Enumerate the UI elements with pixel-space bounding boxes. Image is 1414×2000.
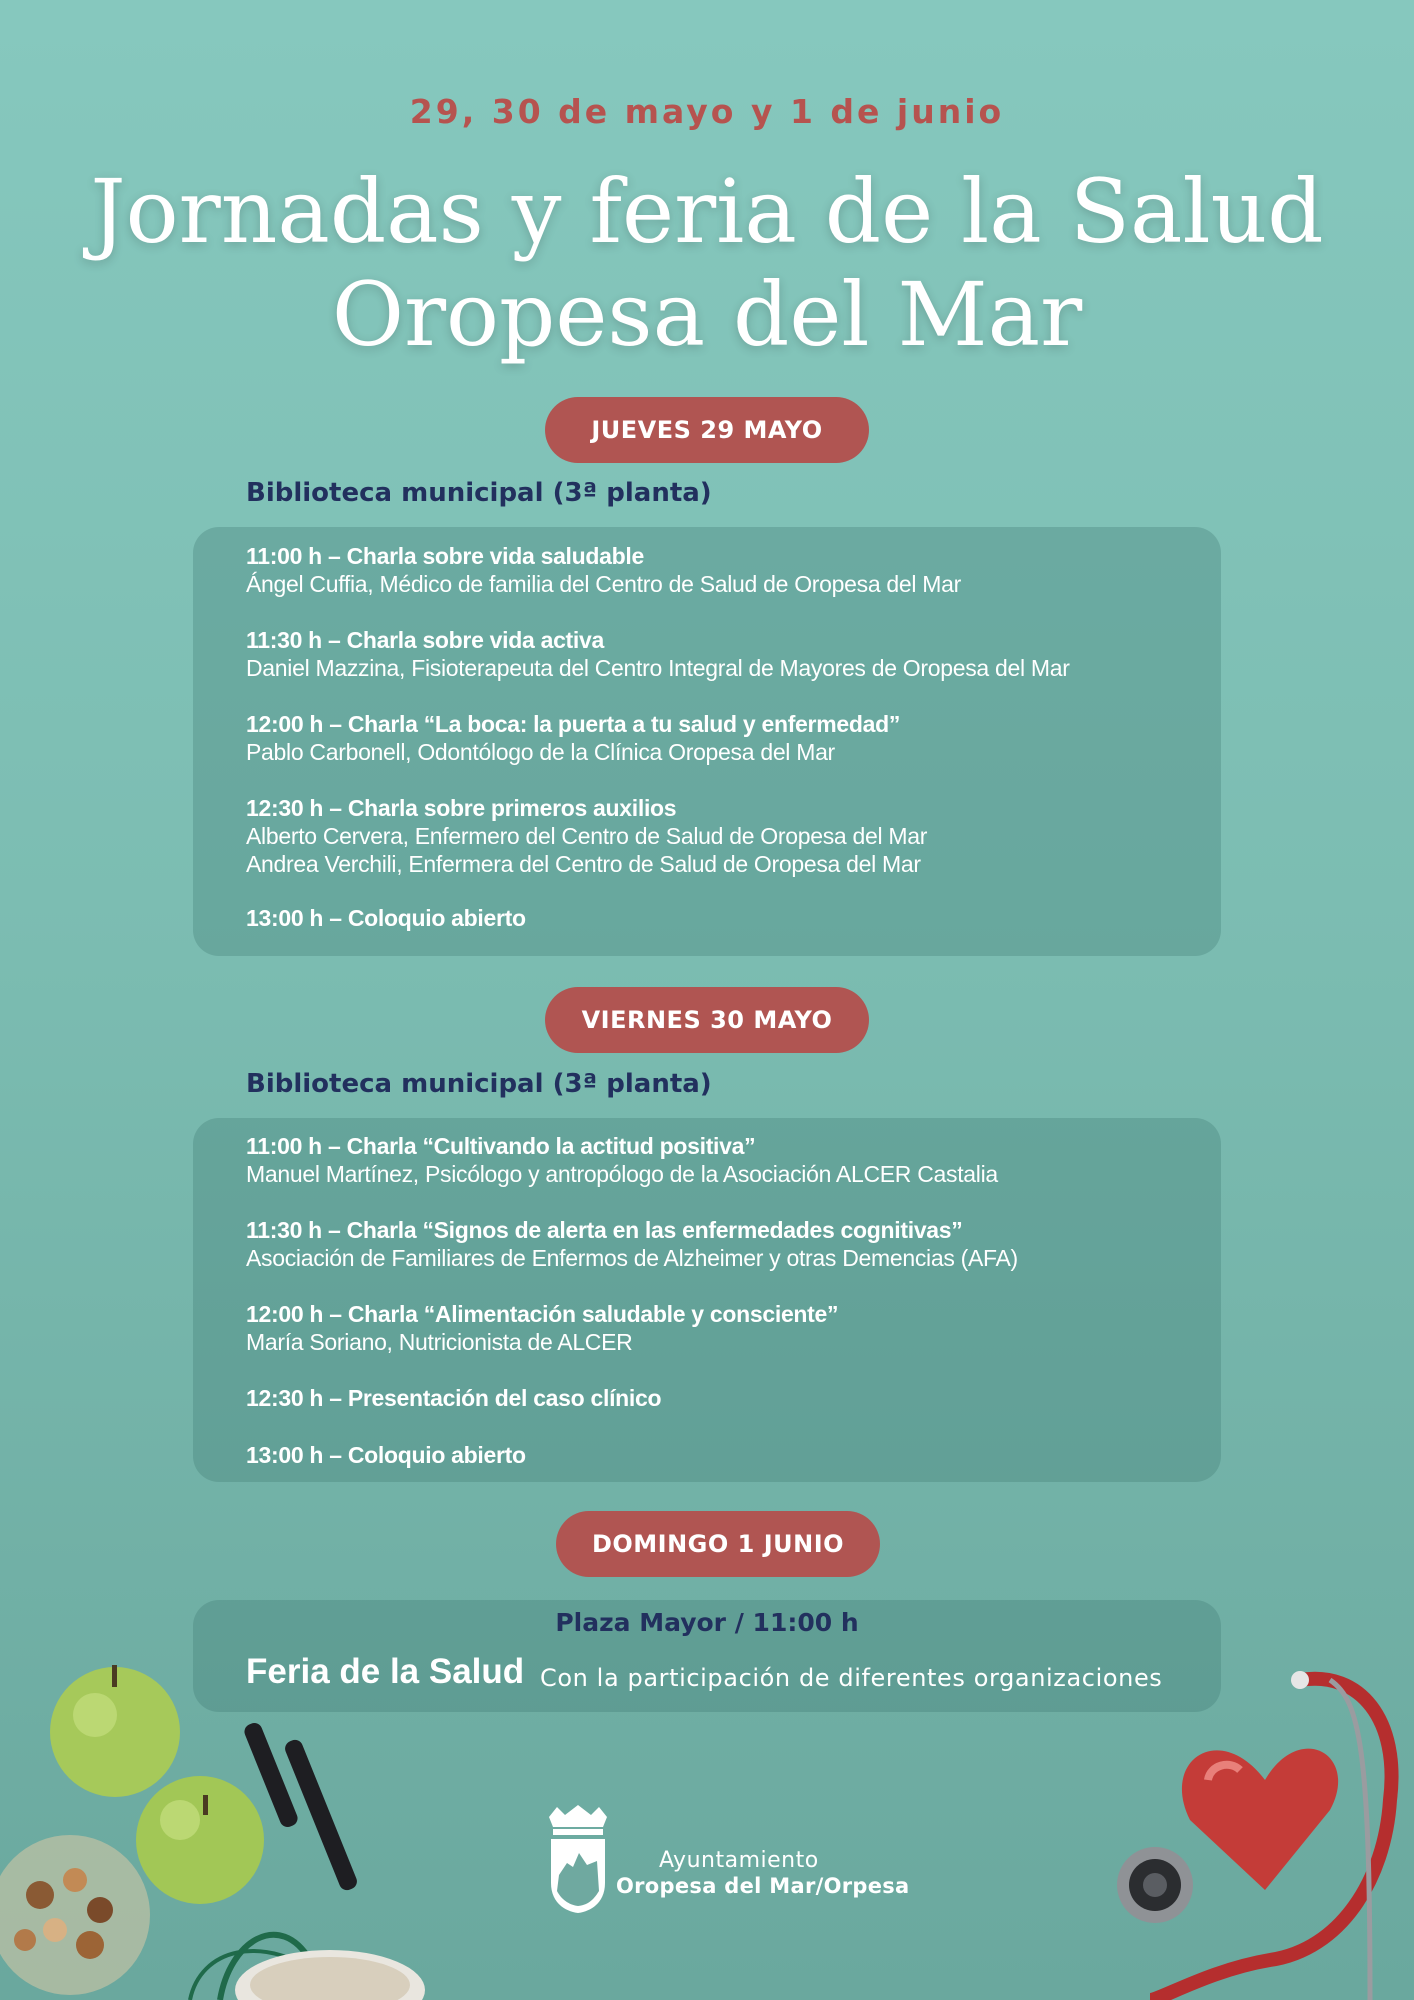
event-dates: 29, 30 de mayo y 1 de junio bbox=[409, 92, 1005, 131]
event-title: 11:00 h – Charla “Cultivando la actitud positiva” bbox=[246, 1133, 756, 1159]
event-item bbox=[246, 626, 1166, 682]
event-item bbox=[246, 904, 1166, 932]
event-speaker: Andrea Verchili, Enfermera del Centro de Salud de Oropesa del Mar bbox=[246, 851, 921, 877]
event-title: 12:00 h – Charla “Alimentación saludable y consciente” bbox=[246, 1301, 839, 1327]
event-speaker: María Soriano, Nutricionista de ALCER bbox=[246, 1329, 633, 1355]
event-title: 12:00 h – Charla “La boca: la puerta a tu salud y enfermedad” bbox=[246, 711, 901, 737]
page-title-line1: Jornadas y feria de la Salud bbox=[90, 160, 1324, 263]
jar-icon bbox=[0, 1835, 150, 1995]
event-item bbox=[246, 1300, 1166, 1356]
event-item bbox=[246, 1441, 1166, 1469]
heart-icon bbox=[1182, 1749, 1338, 1890]
event-item bbox=[246, 542, 1166, 598]
event-item bbox=[246, 1216, 1166, 1272]
event-title: 12:30 h – Presentación del caso clínico bbox=[246, 1385, 662, 1411]
health-food-illustration bbox=[0, 1660, 440, 2000]
apple-icon bbox=[136, 1776, 264, 1904]
event-item bbox=[246, 710, 1166, 766]
event-title: 11:30 h – Charla sobre vida activa bbox=[246, 627, 604, 653]
venue-thursday: Biblioteca municipal (3ª planta) bbox=[246, 478, 712, 508]
event-title: 11:30 h – Charla “Signos de alerta en las enfermedades cognitivas” bbox=[246, 1217, 963, 1243]
stethoscope-heart-illustration bbox=[1100, 1660, 1414, 2000]
event-speaker: Daniel Mazzina, Fisioterapeuta del Centro Integral de Mayores de Oropesa del Mar bbox=[246, 655, 1070, 681]
event-title: 13:00 h – Coloquio abierto bbox=[246, 1442, 526, 1468]
feria-title: Feria de la Salud bbox=[246, 1652, 525, 1691]
event-title: 12:30 h – Charla sobre primeros auxilios bbox=[246, 795, 677, 821]
town-crest-icon bbox=[543, 1803, 613, 1915]
event-speaker: Manuel Martínez, Psicólogo y antropólogo de la Asociación ALCER Castalia bbox=[246, 1161, 998, 1187]
event-speaker: Ángel Cuffia, Médico de familia del Centro de Salud de Oropesa del Mar bbox=[246, 571, 961, 597]
event-speaker: Pablo Carbonell, Odontólogo de la Clínica Oropesa del Mar bbox=[246, 739, 835, 765]
event-item bbox=[246, 794, 1166, 878]
event-title: 13:00 h – Coloquio abierto bbox=[246, 905, 526, 931]
venue-friday: Biblioteca municipal (3ª planta) bbox=[246, 1069, 712, 1099]
event-speaker: Alberto Cervera, Enfermero del Centro de Salud de Oropesa del Mar bbox=[246, 823, 928, 849]
day-badge-friday: VIERNES 30 MAYO bbox=[545, 987, 869, 1053]
logo-line2: Oropesa del Mar/Orpesa bbox=[616, 1874, 910, 1898]
day-badge-thursday: JUEVES 29 MAYO bbox=[545, 397, 869, 463]
logo-line1: Ayuntamiento bbox=[659, 1848, 819, 1873]
feria-subtitle: Con la participación de diferentes organizaciones bbox=[540, 1664, 1163, 1692]
page-title-line2: Oropesa del Mar bbox=[331, 263, 1083, 366]
event-speaker: Asociación de Familiares de Enfermos de Alzheimer y otras Demencias (AFA) bbox=[246, 1245, 1018, 1271]
day-badge-sunday: DOMINGO 1 JUNIO bbox=[556, 1511, 880, 1577]
event-item bbox=[246, 1384, 1166, 1412]
event-title: 11:00 h – Charla sobre vida saludable bbox=[246, 543, 644, 569]
event-item bbox=[246, 1132, 1166, 1188]
venue-sunday: Plaza Mayor / 11:00 h bbox=[555, 1608, 859, 1637]
